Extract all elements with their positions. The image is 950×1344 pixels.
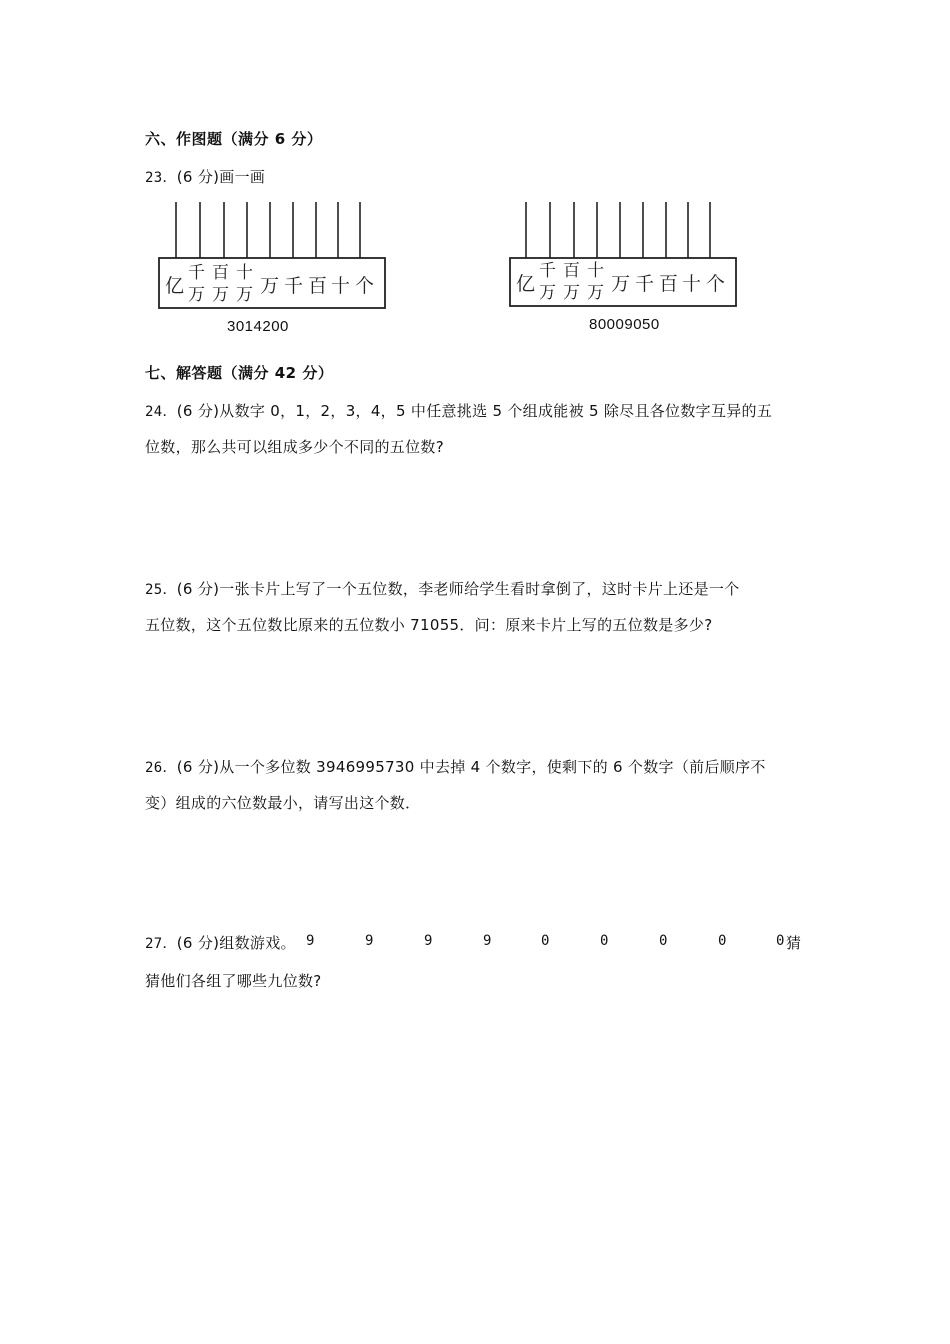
svg-text:十: 十: [587, 261, 604, 281]
place-label: 十: [331, 275, 351, 297]
place-label: 个: [355, 275, 375, 297]
digit-card: 9: [306, 933, 315, 949]
place-label: 万: [260, 275, 280, 297]
question-text: 组数游戏。: [219, 934, 296, 952]
svg-text:百: 百: [212, 263, 229, 283]
question-score: (6 分): [176, 402, 220, 420]
question-number: 26．: [145, 760, 177, 776]
question-number: 25．: [145, 582, 177, 598]
place-label: 十: [682, 273, 702, 295]
section-7-heading: 七、解答题（满分 42 分）: [145, 364, 334, 382]
question-text: 画一画: [219, 168, 266, 186]
question-number: 24．: [145, 404, 177, 420]
question-25-line-1: [145, 578, 740, 599]
question-text: 从数字 0，1，2，3，4，5 中任意挑选 5 个组成能被 5 除尽且各位数字互异的五: [219, 402, 773, 420]
digit-card: 0: [718, 933, 727, 949]
svg-text:万: 万: [563, 283, 580, 303]
svg-text:十: 十: [236, 263, 253, 283]
digit-card: 9: [483, 933, 492, 949]
question-24-line-1: [145, 400, 772, 421]
place-label: 个: [706, 273, 726, 295]
question-score: (6 分): [176, 758, 220, 776]
place-label: 千: [635, 273, 655, 295]
question-score: (6 分): [176, 580, 220, 598]
question-25-line-2: 五位数，这个五位数比原来的五位数小 71055．问：原来卡片上写的五位数是多少?: [145, 616, 713, 634]
place-label: 千: [284, 275, 304, 297]
svg-text:万: 万: [188, 285, 205, 305]
abacus-number-1: 3014200: [227, 318, 289, 335]
place-label: 亿: [165, 275, 185, 297]
question-number: 27．: [145, 936, 177, 952]
place-label: 亿: [516, 273, 536, 295]
question-26-line-1: [145, 756, 766, 777]
question-27-tail: 猜: [786, 934, 802, 952]
svg-text:万: 万: [236, 285, 253, 305]
question-27-lead: [145, 932, 296, 953]
digit-card: 0: [541, 933, 550, 949]
question-27-line-2: 猜他们各组了哪些九位数?: [145, 972, 322, 990]
question-score: (6 分): [176, 934, 220, 952]
svg-text:万: 万: [212, 285, 229, 305]
question-24-line-2: 位数，那么共可以组成多少个不同的五位数?: [145, 438, 444, 456]
svg-text:万: 万: [539, 283, 556, 303]
question-text: 一张卡片上写了一个五位数，李老师给学生看时拿倒了，这时卡片上还是一个: [219, 580, 740, 598]
digit-card: 0: [600, 933, 609, 949]
digit-card: 9: [424, 933, 433, 949]
question-score: (6 分): [176, 168, 220, 186]
section-6-heading: 六、作图题（满分 6 分）: [145, 130, 323, 148]
place-label: 百: [659, 273, 679, 295]
svg-text:千: 千: [188, 263, 205, 283]
digit-card: 0: [659, 933, 668, 949]
digit-card: 0: [776, 933, 785, 949]
svg-text:百: 百: [563, 261, 580, 281]
question-number: 23．: [145, 170, 177, 186]
place-label: 百: [308, 275, 328, 297]
question-23: [145, 166, 265, 187]
svg-text:千: 千: [539, 261, 556, 281]
question-26-line-2: 变）组成的六位数最小，请写出这个数．: [145, 794, 421, 812]
svg-text:万: 万: [587, 283, 604, 303]
question-text: 从一个多位数 3946995730 中去掉 4 个数字，使剩下的 6 个数字（前后顺序不: [219, 758, 766, 776]
abacus-number-2: 80009050: [589, 316, 660, 333]
digit-card: 9: [365, 933, 374, 949]
place-label: 万: [611, 273, 631, 295]
